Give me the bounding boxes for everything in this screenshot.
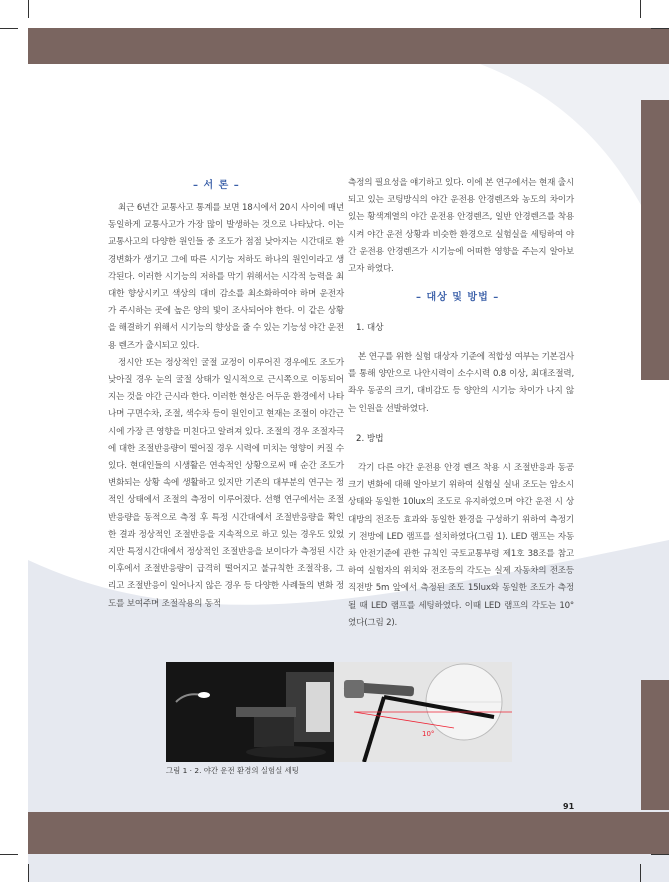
figure-caption: 그림 1 · 2. 야간 운전 환경의 실험실 세팅 <box>166 766 299 775</box>
lab-photo-left <box>166 662 334 762</box>
intro-paragraph-1: 최근 6년간 교통사고 통계를 보면 18시에서 20시 사이에 매년 동일하게 교통사고가 가장 많이 발생하는 것으로 나타났다. 이는 교통사고의 다양한 원인들 중 조도가 점점 낮아지는 시간대로 환경변화가 생기고 그에 따른 시기능 저하도 하나의 원인이라고 생각된다. 이러한 시기능의 저하를 막기 위해서는 시각적 능력을 최대한 향상시키고 색상의 대비 감소를 최소화하여야 하며 운전자가 주시하는 곳에 높은 양의 빛이 조사되어야 한다. 이 같은 상황을 해결하기 위해서 시기능의 향상을 줄 수 있는 기능성 야간 운전용 렌즈가 출시되고 있다. <box>108 203 344 351</box>
crop-mark <box>651 854 669 855</box>
top-band <box>28 28 669 64</box>
methods-heading: – 대상 및 방법 – <box>416 292 500 303</box>
right-tab <box>641 100 669 380</box>
right-column-top <box>348 175 574 278</box>
method-text: 각기 다른 야간 운전용 안경 렌즈 착용 시 조절반응과 동공 크기 변화에 대해 알아보기 위하여 실험실 실내 조도는 암소시 상태와 동일한 10lux의 조도로 유지하였으며 야간 운전 시 상대방의 전조등 효과와 동일한 환경을 구성하기 위하여 측정기기 전방에 LED 램프를 설치하였다(그림 1). LED 램프는 자동차 안전기준에 관한 규칙인 국토교통부령 제1호 38조를 참고하여 실험자의 위치와 전조등의 각도는 실제 자동차의 전조등 직전방 5m 앞에서 측정된 조도 15lux와 동일한 조도가 측정될 때 LED 램프를 세팅하였다. 이때 LED 램프의 각도는 10°였다(그림 2). <box>348 463 574 628</box>
left-column <box>108 200 344 613</box>
subject-heading: 1. 대상 <box>356 323 384 333</box>
method-heading: 2. 방법 <box>356 434 384 444</box>
bottom-band <box>28 812 669 854</box>
intro-paragraph-3: 측정의 필요성을 얘기하고 있다. 이에 본 연구에서는 현재 출시되고 있는 코팅방식의 야간 운전용 안경렌즈와 농도의 차이가 있는 황색계열의 야간 운전용 안경렌즈, 일반 안경렌즈를 착용시켜 야간 운전 상황과 비슷한 환경으로 실험실을 세팅하여 야간 운전용 안경렌즈가 시기능에 어떠한 영향을 주는지 알아보고자 하였다. <box>348 178 574 275</box>
subject-text: 본 연구를 위한 실험 대상자 기준에 적합성 여부는 기본검사를 통해 양안으로 나안시력이 소수시력 0.8 이상, 최대조절력, 좌우 동공의 크기, 대비감도 등 양안의 시기능 차이가 나지 않는 인원을 선발하였다. <box>348 352 574 414</box>
lab-photo-right <box>334 662 512 762</box>
crop-mark <box>640 0 641 18</box>
crop-mark <box>640 864 641 882</box>
angle-label: 10° <box>422 730 435 738</box>
method-column <box>348 460 574 632</box>
crop-mark <box>651 28 669 29</box>
crop-mark <box>0 28 18 29</box>
right-tab-lower <box>641 680 669 810</box>
subject-column <box>348 349 574 418</box>
intro-paragraph-2: 정시안 또는 정상적인 굴절 교정이 이루어진 경우에도 조도가 낮아질 경우 눈의 굴절 상태가 일시적으로 근시쪽으로 이동되어 지는 것을 야간 근시라 한다. 이러한 현상은 어두운 환경에서 나타나며 구면수차, 조절, 색수차 등이 원인이고 현재는 조절이 야간근시에 가장 큰 영향을 미친다고 알려져 있다. 조절의 경우 조절자극에 대한 조절반응량이 떨어질 경우 시력에 미치는 영향이 커질 수 있다. 현대인들의 시생활은 연속적인 상황으로써 매 순간 조도가 변화되는 상황 속에 생활하고 있지만 기존의 대부분의 연구는 정적인 상태에서 조절의 측정이 이루어졌다. 선행 연구에서는 조절반응량을 동적으로 측정 후 특정 시간대에서 조절반응량을 확인한 결과 정상적인 조절반응을 지속적으로 하고 있는 경우도 있었지만 특정시간대에서 정상적인 조절반응을 보이다가 측정된 시간 이후에서 조절반응량이 급격히 떨어지고 불규칙한 조절작용, 그리고 조절반응이 일어나지 않은 경우 등 다양한 사례들의 변화 정도를 보여주며 조절작용의 동적 <box>108 357 344 609</box>
page-number: 91 <box>563 802 575 811</box>
crop-mark <box>0 854 18 855</box>
crop-mark <box>28 864 29 882</box>
crop-mark <box>28 0 29 18</box>
intro-heading: – 서 론 – <box>193 180 240 191</box>
